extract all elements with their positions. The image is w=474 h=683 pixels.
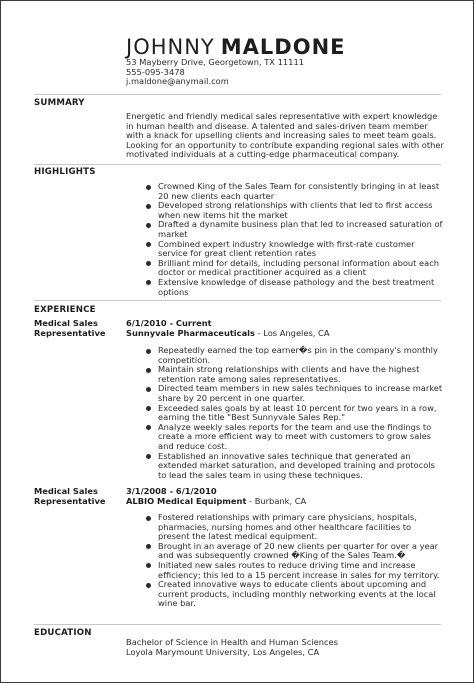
- email: j.maldone@anymail.com: [126, 76, 229, 87]
- list-item: Crowned King of the Sales Team for consistently bringing in at least 20 new clients each quarter: [144, 182, 444, 201]
- bullet-icon: [146, 387, 151, 392]
- job-title: Medical Sales Representative: [34, 318, 106, 338]
- list-item: Exceeded sales goals by at least 10 percent for two years in a row, earning the title "Best Sunnyvale Sales Rep.": [144, 404, 444, 423]
- company-name: Sunnyvale Pharmaceuticals: [126, 328, 255, 338]
- degree: Bachelor of Science in Health and Human Sciences: [126, 637, 338, 647]
- bullet-icon: [146, 349, 151, 354]
- list-item: Analyze weekly sales reports for the team and use the findings to create a more efficient way to meet with customers to grow sales and reduce cost.: [144, 423, 444, 452]
- list-item: Drafted a dynamite business plan that led to increased saturation of market: [144, 220, 444, 239]
- job-dates: 6/1/2010 - Current: [126, 318, 212, 328]
- bullet-icon: [146, 204, 151, 209]
- divider: [34, 164, 441, 165]
- candidate-name: [126, 35, 346, 59]
- bullet-icon: [146, 261, 151, 266]
- list-item: Combined expert industry knowledge with first-rate customer service for great client retention rates: [144, 240, 444, 259]
- experience-heading: EXPERIENCE: [34, 305, 96, 315]
- bullet-icon: [146, 185, 151, 190]
- contact-info: [126, 58, 446, 87]
- list-item: Brought in an average of 20 new clients per quarter for over a year and was subsequently crowned �King of the Sales Team.�: [144, 542, 444, 561]
- list-item: Developed strong relationships with clients that led to first access when new items hit the market: [144, 201, 444, 220]
- highlights-list: [144, 182, 444, 297]
- company-location: - Los Angeles, CA: [254, 328, 330, 338]
- bullet-icon: [146, 242, 151, 247]
- divider: [34, 624, 441, 625]
- list-item: Directed team members in new sales techniques to increase market share by 20 percent in one quarter.: [144, 384, 444, 403]
- first-name: JOHNNY: [126, 35, 215, 59]
- list-item: Initiated new sales routes to reduce driving time and increase efficiency; this led to a 15 percent increase in sales for my territory.: [144, 561, 444, 580]
- job-company: [126, 329, 330, 339]
- bullet-icon: [146, 223, 151, 228]
- job-dates: 3/1/2008 - 6/1/2010: [126, 486, 217, 496]
- divider: [34, 94, 441, 95]
- bullet-icon: [146, 563, 151, 568]
- bullet-icon: [146, 425, 151, 430]
- education-heading: EDUCATION: [34, 628, 92, 638]
- company-location: - Burbank, CA: [246, 496, 307, 506]
- highlights-heading: HIGHLIGHTS: [34, 167, 96, 177]
- education-details: [126, 638, 444, 657]
- list-item: Fostered relationships with primary care physicians, hospitals, pharmacies, nursing homes and other healthcare facilities to present the latest medical equipment.: [144, 513, 444, 542]
- list-item: Maintain strong relationships with clients and have the highest retention rate among sales representatives.: [144, 365, 444, 384]
- job-title: Medical Sales Representative: [34, 486, 106, 506]
- list-item: Established an innovative sales technique that generated an extended market saturation, and developed training and protocols to lead the sales team in using these techniques.: [144, 452, 444, 481]
- school: Loyola Marymount University, Los Angeles, CA: [126, 646, 320, 657]
- bullet-icon: [146, 583, 151, 588]
- summary-text: Energetic and friendly medical sales representative with expert knowledge in human health and disease. A talented and sales-driven team member with a knack for upselling clients and increasing sales to meet team goals. Looking for an opportunity to contribute expanding regional sales with other motivated individuals at a cutting-edge pharmaceutical company.: [126, 111, 444, 160]
- list-item: Repeatedly earned the top earner�s pin in the company's monthly competition.: [144, 346, 444, 365]
- bullet-icon: [146, 280, 151, 285]
- last-name: MALDONE: [220, 35, 346, 59]
- address: 53 Mayberry Drive, Georgetown, TX 11111: [126, 57, 305, 67]
- divider: [34, 300, 441, 301]
- list-item: Extensive knowledge of disease pathology and the best treatment options: [144, 278, 444, 297]
- bullet-icon: [146, 406, 151, 411]
- bullet-icon: [146, 516, 151, 521]
- job-bullets: [144, 346, 444, 480]
- bullet-icon: [146, 544, 151, 549]
- phone: 555-095-3478: [126, 66, 185, 77]
- bullet-icon: [146, 454, 151, 459]
- list-item: Created innovative ways to educate clients about upcoming and current products, including monthly networking events at the local wine bar.: [144, 580, 444, 609]
- job-bullets: [144, 513, 444, 609]
- job-company: [126, 497, 306, 507]
- bullet-icon: [146, 368, 151, 373]
- company-name: ALBIO Medical Equipment: [126, 496, 247, 506]
- list-item: Brilliant mind for details, including personal information about each doctor or medical practitioner acquired as a client: [144, 259, 444, 278]
- summary-heading: SUMMARY: [34, 98, 85, 108]
